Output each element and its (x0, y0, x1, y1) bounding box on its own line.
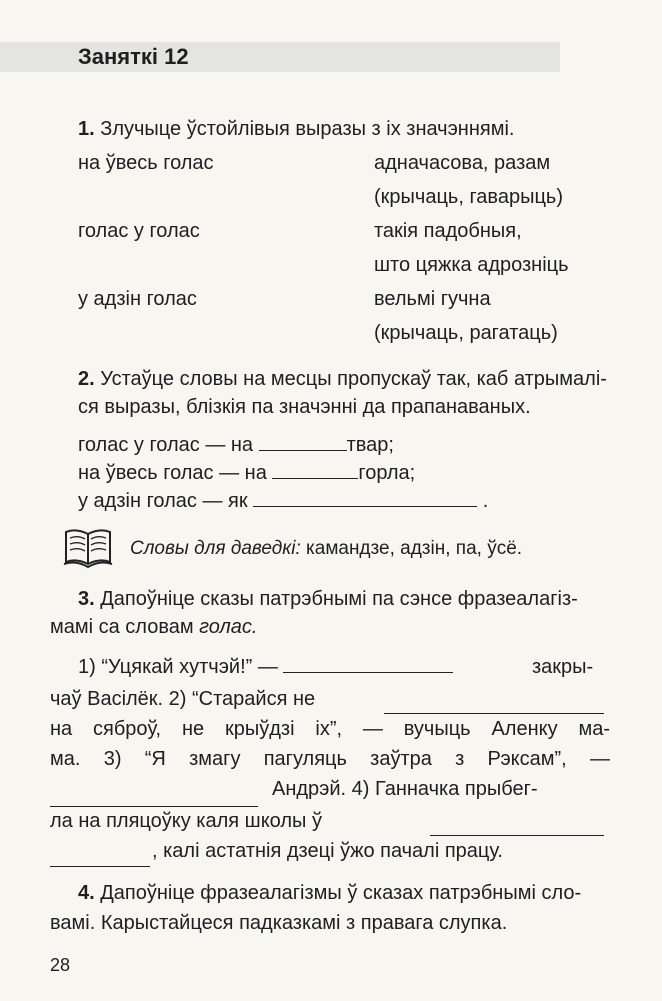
answer-blank[interactable] (253, 488, 477, 507)
task3-line1-end: закры- (532, 656, 594, 678)
task4-prompt-line1 (78, 876, 581, 910)
hint-words: камандзе, адзін, па, ўсё. (306, 538, 523, 559)
task2-line2-text: на ўвесь голас — на (78, 462, 267, 484)
task3-line6: ла на пляцоўку каля школы ў (50, 810, 322, 832)
task3-line2-text: чаў Васілёк. 2) “Старайся не (50, 688, 316, 710)
hint-label: Словы для даведкі: (130, 538, 301, 559)
task3-line5: Андрэй. 4) Ганначка прыбег- (272, 778, 538, 800)
task3-line2 (50, 682, 315, 716)
answer-blank[interactable] (283, 654, 453, 673)
task4-text-1: Дапоўніце фразеалагізмы ў сказах патрэбнымі сло- (100, 882, 582, 904)
task3-number: 3. (78, 588, 95, 610)
task1-left-1: на ўвесь голас (78, 152, 214, 174)
task1-prompt (78, 112, 514, 146)
task2-number: 2. (78, 368, 95, 390)
task2-text-1: Устаўце словы на месцы пропускаў так, каб атрымалі- (100, 368, 607, 390)
task1-right-2a: такія падобныя, (374, 220, 522, 242)
task1-number: 1. (78, 118, 95, 140)
task1-left-3: у адзін голас (78, 288, 197, 310)
page-number: 28 (50, 955, 71, 975)
task3-line7: , калі астатнія дзеці ўжо пачалі працу. (152, 840, 503, 862)
task2-line3-text: у адзін голас — як (78, 490, 248, 512)
task1-right-3a: вельмі гучна (374, 288, 491, 310)
answer-blank[interactable] (272, 460, 358, 479)
task3-line1 (78, 650, 453, 684)
task3-keyword: голас. (199, 616, 258, 638)
task3-text-2: мамі са словам (50, 616, 194, 638)
lesson-title: Заняткі 12 (78, 44, 189, 69)
task1-right-2b: што цяжка адрозніць (374, 254, 569, 276)
task1-right-3b: (крычаць, рагатаць) (374, 322, 558, 344)
task3-text-1: Дапоўніце сказы патрэбнымі па сэнсе фразеалагіз- (100, 588, 578, 610)
task2-prompt-line2: ся выразы, блізкія па значэнні да прапанаваных. (78, 396, 531, 418)
task3-line3: на сяброў, не крыўдзі іх”, — вучыць Аленку ма- (50, 718, 610, 740)
task2-line3-end: . (482, 490, 489, 512)
task3-line4: ма. 3) “Я змагу пагуляць заўтра з Рэксам”, — (50, 748, 610, 770)
task1-text: Злучыце ўстойлівыя выразы з іх значэннямі. (100, 118, 515, 140)
answer-blank[interactable] (50, 848, 150, 867)
task2-line1-end: твар; (346, 434, 394, 456)
book-icon (62, 526, 114, 570)
answer-blank[interactable] (259, 432, 347, 451)
task4-prompt-line2: вамі. Карыстайцеся падказкамі з правага слупка. (50, 912, 508, 934)
task1-right-1a: адначасова, разам (374, 152, 551, 174)
task3-prompt-line2 (50, 610, 257, 644)
task2-line3 (78, 484, 488, 518)
task4-number: 4. (78, 882, 95, 904)
task1-right-1b: (крычаць, гаварыць) (374, 186, 563, 208)
task2-line1-text: голас у голас — на (78, 434, 254, 456)
task3-line1-text: 1) “Уцякай хутчэй!” — (78, 656, 278, 678)
task2-line2-end: горла; (358, 462, 416, 484)
task2-hint (130, 532, 522, 566)
task1-left-2: голас у голас (78, 220, 200, 242)
